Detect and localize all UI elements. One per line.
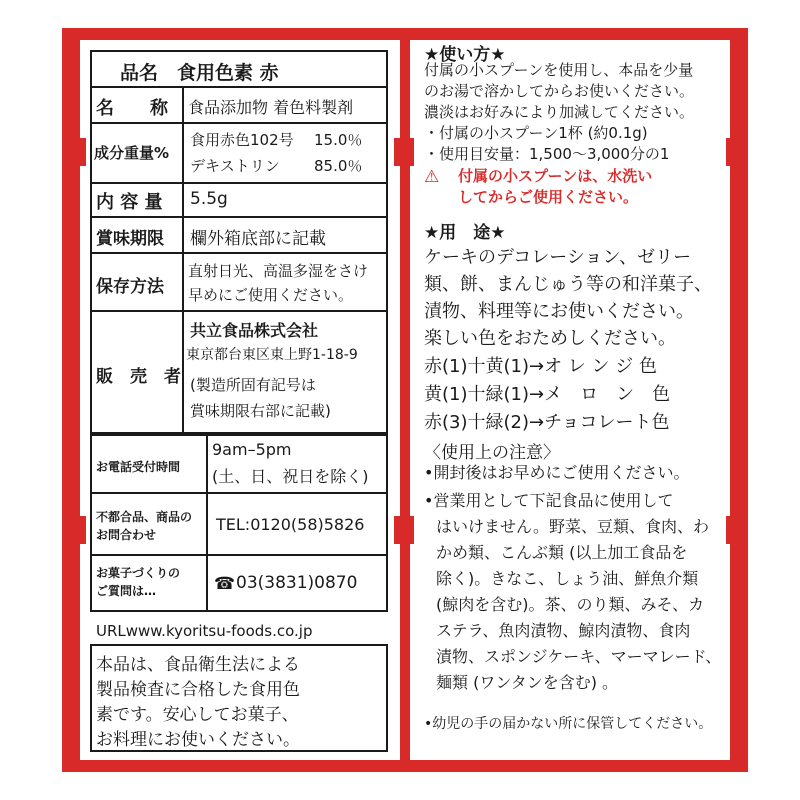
contact-column-divider [206, 494, 208, 554]
row-label-volume: 内 容 量 [96, 192, 163, 213]
notice-line-2: 製品検査に合格した食用色 [96, 680, 300, 700]
seller-line-2: 東京都台東区東上野1-18-9 [186, 347, 358, 363]
table-divider [90, 310, 388, 312]
red-center-divider [400, 28, 410, 772]
caution-3: •幼児の手の届かない所に保管してください。 [424, 716, 713, 732]
notice-line-4: お料理にお使いください。 [96, 730, 300, 750]
caution-2-line-5: (鯨肉を含む)。茶、のり類、みそ、カ [436, 595, 705, 614]
usage-title: ★使い方★ [424, 45, 506, 65]
row-label-expiry: 賞味期限 [96, 229, 164, 249]
caution-1: •開封後はお早めにご使用ください。 [424, 463, 690, 482]
table-divider [90, 86, 388, 88]
baking-label-1: お菓子づくりの [96, 566, 181, 580]
ingredient-2-name: デキストリン [190, 157, 280, 175]
usage-line-2: のお湯で溶かしてからお使いください。 [424, 82, 695, 100]
usage-line-1: 付属の小スプーンを使用し、本品を少量 [424, 61, 694, 79]
caution-2-line-2: はいけません。野菜、豆類、食肉、わ [436, 517, 709, 536]
row-value-volume: 5.5g [190, 189, 228, 209]
phone-icon: ☎ [214, 574, 236, 594]
mix-orange: 赤(1)十黄(1)→オ レ ン ジ 色 [424, 356, 657, 377]
notice-line-3: 素です。安心してお菓子、 [96, 705, 299, 725]
table-divider [90, 434, 388, 436]
row-value-name: 食品添加物 着色料製剤 [188, 98, 354, 117]
phone-hours-line-2: (土、日、祝日を除く) [212, 467, 369, 486]
table-divider [90, 216, 388, 218]
baking-tel-number: 03(3831)0870 [236, 573, 358, 593]
purpose-line-3: 漬物、料理等にお使いください。 [424, 301, 694, 322]
table-divider [90, 554, 388, 556]
row-label-ingredients: 成分重量% [94, 144, 170, 162]
caution-title: 〈使用上の注意〉 [424, 443, 560, 463]
warning-line-2: してからご使用ください。 [458, 188, 639, 206]
phone-hours-line-1: 9am–5pm [212, 440, 292, 459]
ingredient-2-pct: 85.0％ [314, 157, 363, 175]
product-name-title: 品名 食用色素 赤 [120, 62, 279, 84]
seller-line-4: 賞味期限右部に記載) [190, 402, 331, 420]
seller-line-1: 共立食品株式会社 [190, 321, 319, 340]
storage-line-2: 早めにご使用ください。 [188, 286, 354, 304]
caution-2-line-1: •営業用として下記食品に使用して [424, 491, 674, 510]
caution-2-line-3: かめ類、こんぶ類 (以上加工食品を [436, 543, 688, 562]
row-value-expiry: 欄外箱底部に記載 [190, 229, 326, 249]
seller-line-3: (製造所固有記号は [190, 376, 316, 394]
table-divider [90, 182, 388, 184]
website-url[interactable]: URLwww.kyoritsu-foods.co.jp [96, 622, 313, 640]
tel-number: TEL:0120(58)5826 [216, 515, 365, 534]
row-label-seller: 販 売 者 [96, 367, 181, 387]
caution-2-line-6: ステラ、魚肉漬物、鯨肉漬物、食肉 [436, 621, 691, 640]
usage-line-5: ・使用目安量：1,500～3,000分の1 [424, 145, 670, 163]
caution-2-line-7: 漬物、スポンジケーキ、マーマレード、 [436, 647, 722, 666]
defect-label-1: 不都合品、商品の [96, 510, 193, 524]
baking-label-2: ご質問は… [96, 584, 157, 598]
warning-icon: ⚠ [424, 167, 440, 187]
purpose-line-2: 類、餅、まんじゅう等の和洋菓子、 [424, 274, 712, 295]
purpose-title: ★用 途★ [424, 223, 506, 243]
row-label-name: 名 称 [96, 98, 168, 119]
notice-line-1: 本品は、食品衛生法による [96, 655, 300, 675]
caution-2-line-4: 除く)。きなこ、しょう油、鮮魚介類 [436, 569, 699, 588]
phone-hours-label: お電話受付時間 [96, 460, 181, 474]
purpose-line-1: ケーキのデコレーション、ゼリー [424, 247, 692, 268]
table-divider [90, 122, 388, 124]
defect-label-2: お問合わせ [96, 528, 157, 542]
mix-chocolate: 赤(3)十緑(2)→チョコレート色 [424, 412, 670, 433]
ingredient-1-pct: 15.0％ [314, 131, 363, 149]
usage-line-4: ・付属の小スプーン1杯 (約0.1g) [424, 124, 648, 142]
usage-line-3: 濃淡はお好みにより加減してください。 [424, 103, 695, 121]
caution-2-line-8: 麺類 (ワンタンを含む) 。 [436, 673, 619, 692]
warning-line-1: 付属の小スプーンは、水洗い [458, 167, 653, 185]
purpose-line-4: 楽しい色をおためしください。 [424, 328, 676, 349]
table-divider [90, 252, 388, 254]
mix-melon: 黄(1)十緑(1)→メ ロ ン 色 [424, 384, 671, 405]
ingredient-1-name: 食用赤色102号 [190, 131, 294, 149]
table-column-divider [182, 86, 184, 434]
row-label-storage: 保存方法 [96, 277, 164, 297]
storage-line-1: 直射日光、高温多湿をさけ [188, 262, 369, 280]
